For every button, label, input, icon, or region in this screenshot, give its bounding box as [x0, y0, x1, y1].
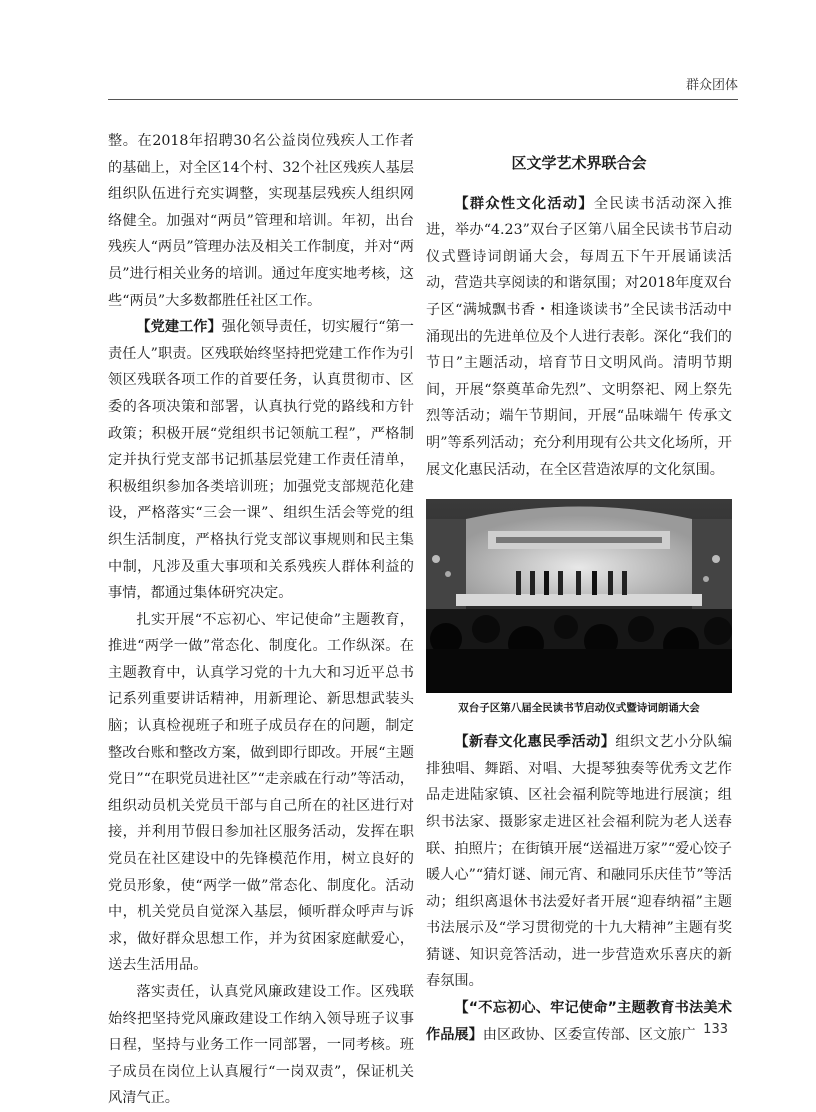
paragraph: 落实责任，认真党风廉政建设工作。区残联始终把坚持党风廉政建设工作纳入领导班子议事日程，坚持与业务工作一同部署，一同考核。班子成员在岗位上认真履行“一岗双责”，保证机关风清气正。 [108, 984, 414, 1107]
paragraph: 扎实开展“不忘初心、牢记使命”主题教育，推进“两学一做”常态化、制度化。工作纵深。在主题教育中，认真学习党的十九大和习近平总书记系列重要讲话精神，用新理论、新思想武装头脑；认真检视班子和班子成员存在的问题，制定整改台账和整改方案，做到即行即改。开展“主题党日”“在职党员进社区”“走亲戚在行动”等活动，组织动员机关党员干部与自己所在的社区进行对接，并利用节假日参加社区服务活动，发挥在职党员在社区建设中的先锋模范作用，树立良好的党员形象，使“两学一做”常态化、制度化。活动中，机关党员自觉深入基层，倾听群众呼声与诉求，做好群众思想工作，并为贫困家庭献爱心，送去生活用品。 [108, 611, 414, 974]
page-number: 133 [703, 1022, 728, 1037]
section-tag: 【新春文化惠民季活动】 [454, 734, 616, 751]
paragraph-text: 由区政协、区委宣传部、区文旅广 [482, 1026, 696, 1043]
right-column [426, 150, 732, 1048]
paragraph [108, 314, 414, 607]
running-header [108, 72, 738, 100]
paragraph-text: 组织文艺小分队编排独唱、舞蹈、对唱、大提琴独奏等优秀文艺作品走进陆家镇、区社会福利院等地进行展演；组织书法家、摄影家走进区社会福利院为老人送春联、拍照片；在街镇开展“送福进万家”“爱心饺子暖人心”“猜灯谜、闹元宵、和融同乐庆佳节”等活动；组织离退休书法爱好者开展“迎春纳福”主题书法展示及“学习贯彻党的十九大精神”主题有奖猜谜、知识竞答活动，进一步营造欢乐喜庆的新春氛围。 [426, 734, 732, 990]
paragraph: 整。在2018年招聘30名公益岗位残疾人工作者的基础上，对全区14个村、32个社区残疾人基层组织队伍进行充实调整，实现基层残疾人组织网络健全。加强对“两员”管理和培训。年初，出台残疾人“两员”管理办法及相关工作制度，并对“两员”进行相关业务的培训。通过年度实地考核，这些“两员”大多数都胜任社区工作。 [108, 133, 414, 309]
section-tag: 【“不忘初心、牢记使命”主题教育书法美术作品展】 [426, 1000, 732, 1043]
paragraph [426, 729, 732, 995]
left-column [108, 128, 414, 1112]
event-photo [426, 499, 732, 693]
section-tag: 【群众性文化活动】 [454, 195, 594, 212]
section-title: 区文学艺术界联合会 [511, 154, 647, 172]
section-tag: 【党建工作】 [136, 319, 222, 336]
paragraph-text: 全民读书活动深入推进，举办“4.23”双台子区第八届全民读书节启动仪式暨诗词朗诵大会，每周五下午开展诵读活动，营造共享阅读的和谐氛围；对2018年度双台子区“满城飘书香・相逢谈读书”全民读书活动中涌现出的先进单位及个人进行表彰。深化“我们的节日”主题活动，培育节日文明风尚。清明节期间，开展“祭奠革命先烈”、文明祭祀、网上祭先烈等活动；端午节期间，开展“品味端午 传承文明”等系列活动；充分利用现有公共文化场所，开展文化惠民活动，在全区营造浓厚的文化氛围。 [426, 195, 732, 478]
header-rule [108, 99, 738, 100]
paragraph [426, 191, 732, 484]
photo-caption: 双台子区第八届全民读书节启动仪式暨诗词朗诵大会 [458, 702, 700, 715]
header-section-name: 群众团体 [685, 78, 738, 93]
paragraph [426, 995, 732, 1048]
paragraph-text: 强化领导责任，切实履行“第一责任人”职责。区残联始终坚持把党建工作作为引领区残联各项工作的首要任务，认真贯彻市、区委的各项决策和部署，认真执行党的路线和方针政策；积极开展“党组织书记领航工程”，严格制定并执行党支部书记抓基层党建工作责任清单，积极组织参加各类培训班；加强党支部规范化建设，严格落实“三会一课”、组织生活会等党的组织生活制度，严格执行党支部议事规则和民主集中制，凡涉及重大事项和关系残疾人群体利益的事情，都通过集体研究决定。 [108, 319, 414, 602]
